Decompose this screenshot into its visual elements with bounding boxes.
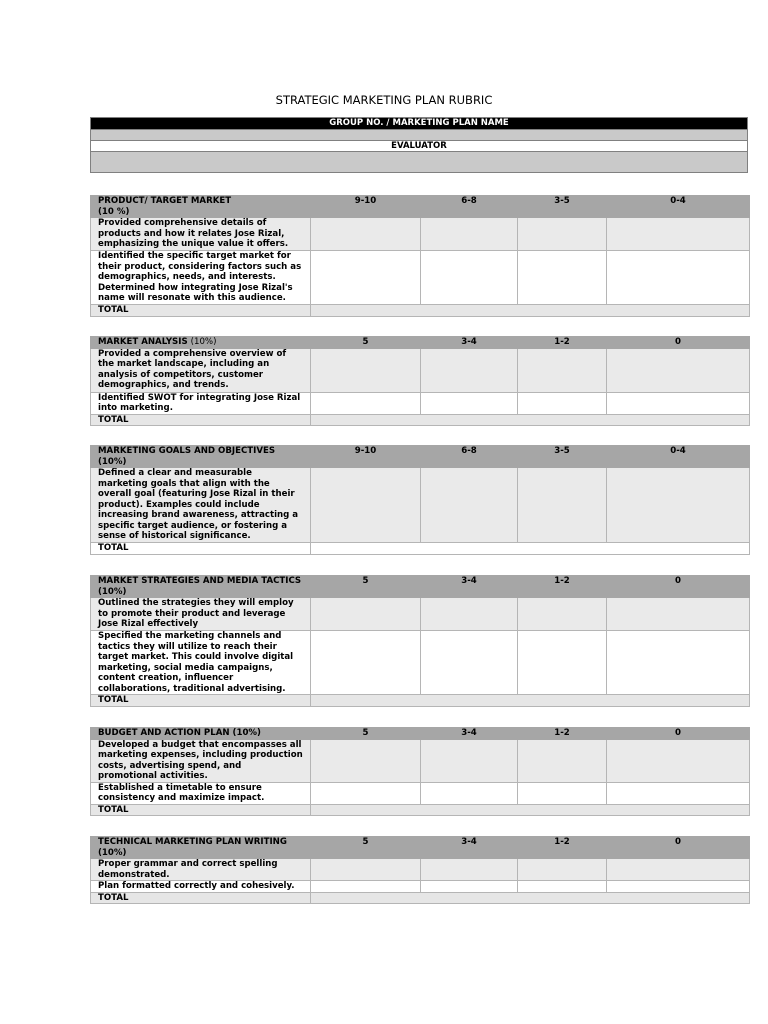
score-cell[interactable] [607,348,750,392]
score-header: 1-2 [518,576,607,598]
score-header: 0 [607,337,750,349]
criterion-text: Plan formatted correctly and cohesively. [91,881,311,893]
total-label: TOTAL [91,892,311,904]
total-label: TOTAL [91,695,311,707]
criterion-text: Identified SWOT for integrating Jose Rizal into marketing. [91,392,311,414]
score-cell[interactable] [607,881,750,893]
score-cell[interactable] [518,251,607,305]
score-cell[interactable] [607,859,750,881]
criterion-text: Specified the marketing channels and tactics they will utilize to reach their target market. This could involve digital marketing, social media campaigns, content creation, influencer collaborations, traditional advertising. [91,631,311,695]
criterion-text: Provided comprehensive details of products and how it relates Jose Rizal, emphasizing the unique value it offers. [91,218,311,251]
total-value-cell[interactable] [311,305,750,317]
score-header: 3-4 [421,337,518,349]
section-heading: MARKET STRATEGIES AND MEDIA TACTICS (10%) [91,576,311,598]
total-label: TOTAL [91,305,311,317]
total-value-cell[interactable] [311,892,750,904]
score-header: 6-8 [421,446,518,468]
score-cell[interactable] [421,392,518,414]
score-cell[interactable] [311,218,421,251]
score-cell[interactable] [311,251,421,305]
score-cell[interactable] [607,739,750,782]
score-cell[interactable] [518,392,607,414]
section-heading: PRODUCT/ TARGET MARKET (10 %) [91,196,311,218]
score-header: 1-2 [518,837,607,859]
group-info-block [90,117,748,173]
score-header: 9-10 [311,196,421,218]
rubric-section-market-analysis [90,336,750,426]
score-cell[interactable] [607,251,750,305]
score-cell[interactable] [421,218,518,251]
score-header: 0-4 [607,196,750,218]
score-cell[interactable] [311,859,421,881]
rubric-section-marketing-goals [90,445,750,555]
score-cell[interactable] [421,631,518,695]
score-header: 9-10 [311,446,421,468]
score-header: 0 [607,728,750,740]
total-value-cell[interactable] [311,414,750,426]
criterion-text: Provided a comprehensive overview of the market landscape, including an analysis of competitors, customer demographics, and trends. [91,348,311,392]
score-cell[interactable] [518,631,607,695]
rubric-section-product-target-market [90,195,750,317]
score-header: 3-4 [421,728,518,740]
rubric-section-market-strategies [90,575,750,707]
score-cell[interactable] [311,598,421,631]
score-cell[interactable] [421,881,518,893]
score-header: 0-4 [607,446,750,468]
score-cell[interactable] [421,468,518,543]
score-header: 6-8 [421,196,518,218]
score-cell[interactable] [311,739,421,782]
score-header: 5 [311,728,421,740]
section-heading: MARKETING GOALS AND OBJECTIVES (10%) [91,446,311,468]
score-cell[interactable] [421,251,518,305]
total-label: TOTAL [91,414,311,426]
rubric-section-technical-writing [90,836,750,904]
total-value-cell[interactable] [311,543,750,555]
score-cell[interactable] [421,782,518,804]
criterion-text: Developed a budget that encompasses all marketing expenses, including production costs, advertising spend, and promotional activities. [91,739,311,782]
score-cell[interactable] [311,881,421,893]
score-cell[interactable] [518,218,607,251]
document-title: STRATEGIC MARKETING PLAN RUBRIC [275,93,493,107]
score-header: 3-4 [421,576,518,598]
section-heading: BUDGET AND ACTION PLAN (10%) [91,728,311,740]
total-value-cell[interactable] [311,804,750,816]
score-header: 5 [311,337,421,349]
score-cell[interactable] [607,392,750,414]
score-header: 3-5 [518,196,607,218]
score-cell[interactable] [311,631,421,695]
score-cell[interactable] [607,782,750,804]
total-label: TOTAL [91,804,311,816]
criterion-text: Identified the specific target market for their product, considering factors such as demographics, needs, and interests. Determined how integrating Jose Rizal's name will resonate with this audience. [91,251,311,305]
score-cell[interactable] [421,598,518,631]
criterion-text: Proper grammar and correct spelling demonstrated. [91,859,311,881]
score-cell[interactable] [518,739,607,782]
score-cell[interactable] [421,348,518,392]
criterion-text: Established a timetable to ensure consistency and maximize impact. [91,782,311,804]
section-heading: MARKET ANALYSIS (10%) [91,337,311,349]
score-cell[interactable] [607,631,750,695]
total-label: TOTAL [91,543,311,555]
section-heading: TECHNICAL MARKETING PLAN WRITING (10%) [91,837,311,859]
score-cell[interactable] [518,782,607,804]
score-cell[interactable] [607,468,750,543]
rubric-section-budget-action-plan [90,727,750,816]
evaluator-field[interactable] [91,151,747,172]
score-header: 5 [311,837,421,859]
score-cell[interactable] [518,468,607,543]
score-cell[interactable] [518,859,607,881]
score-cell[interactable] [518,348,607,392]
total-value-cell[interactable] [311,695,750,707]
score-header: 0 [607,837,750,859]
score-cell[interactable] [311,782,421,804]
group-name-field[interactable] [91,129,747,140]
score-cell[interactable] [421,859,518,881]
criterion-text: Defined a clear and measurable marketing goals that align with the overall goal (featuring Jose Rizal in their product). Examples could include increasing brand awareness, attracting a specific target audience, or fostering a sense of historical significance. [91,468,311,543]
score-header: 5 [311,576,421,598]
score-cell[interactable] [311,348,421,392]
evaluator-label: EVALUATOR [91,140,747,151]
criterion-text: Outlined the strategies they will employ to promote their product and leverage Jose Rizal effectively [91,598,311,631]
score-cell[interactable] [518,881,607,893]
score-header: 3-5 [518,446,607,468]
score-cell[interactable] [311,392,421,414]
score-cell[interactable] [311,468,421,543]
group-name-label: GROUP NO. / MARKETING PLAN NAME [91,118,747,129]
score-header: 0 [607,576,750,598]
score-cell[interactable] [607,218,750,251]
score-header: 3-4 [421,837,518,859]
score-cell[interactable] [421,739,518,782]
score-header: 1-2 [518,337,607,349]
score-header: 1-2 [518,728,607,740]
score-cell[interactable] [607,598,750,631]
score-cell[interactable] [518,598,607,631]
